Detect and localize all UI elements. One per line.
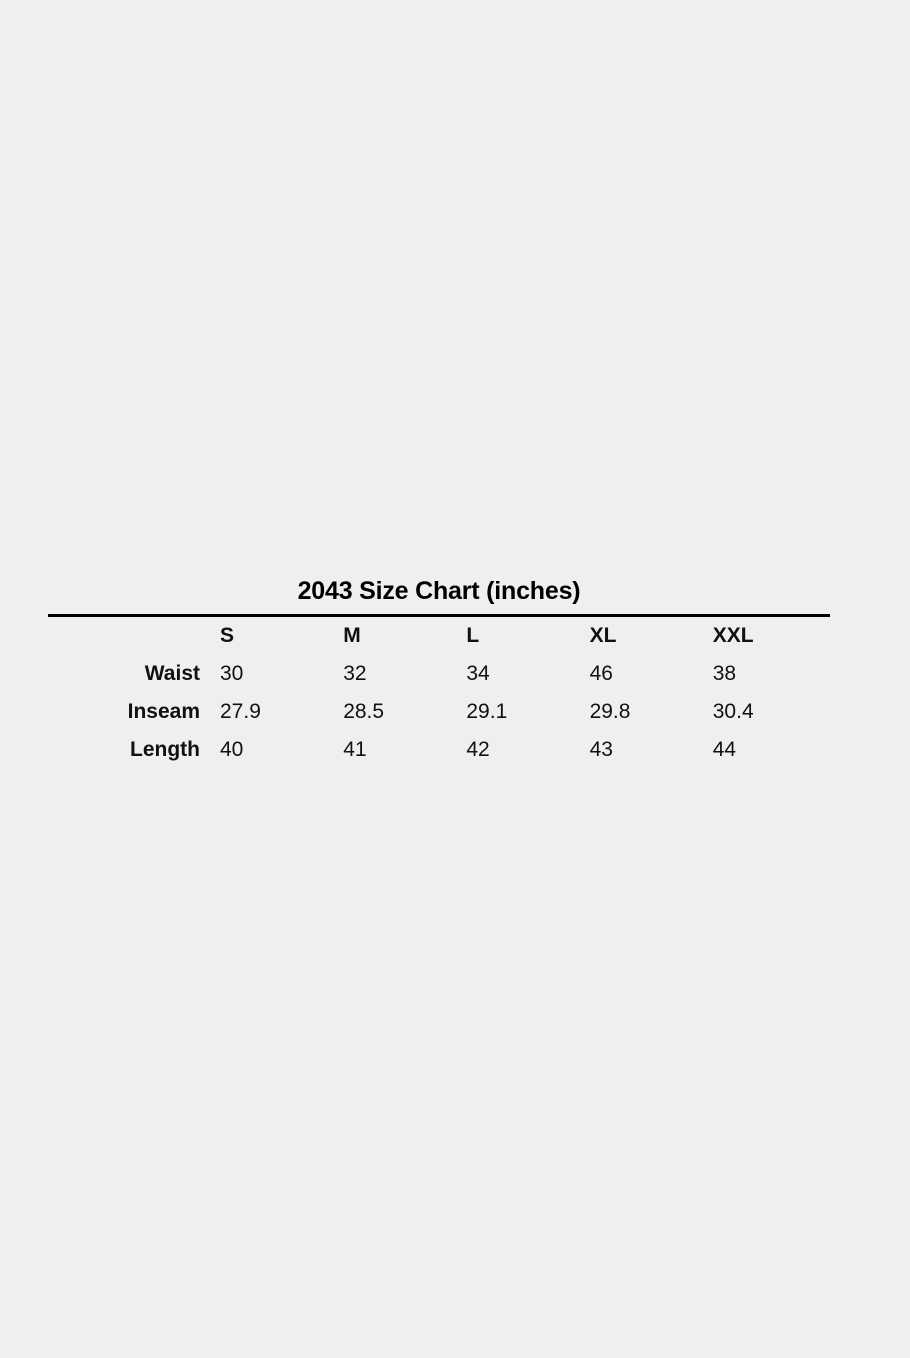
- page-title: 2043 Size Chart (inches): [297, 577, 581, 605]
- cell-length-l: 42: [466, 737, 490, 761]
- table-row: [48, 655, 830, 693]
- column-header-m: M: [343, 623, 361, 647]
- column-header-xl: XL: [589, 623, 617, 647]
- table-corner-cell: [48, 617, 214, 655]
- cell-length-m: 41: [343, 737, 367, 761]
- cell-length-xl: 43: [589, 737, 613, 761]
- cell-inseam-l: 29.1: [466, 699, 508, 723]
- cell-inseam-xxl: 30.4: [712, 699, 754, 723]
- size-chart-table: [48, 617, 830, 769]
- column-header-l: L: [466, 623, 480, 647]
- column-header-s: S: [220, 623, 235, 647]
- cell-length-xxl: 44: [712, 737, 737, 761]
- cell-inseam-m: 28.5: [343, 699, 385, 723]
- row-label-waist: Waist: [144, 661, 200, 685]
- cell-waist-l: 34: [466, 661, 490, 685]
- cell-inseam-s: 27.9: [220, 699, 261, 723]
- cell-waist-xl: 46: [589, 661, 613, 685]
- cell-waist-xxl: 38: [712, 661, 737, 685]
- table-header-row: [48, 617, 830, 655]
- cell-waist-s: 30: [220, 661, 244, 685]
- row-label-inseam: Inseam: [127, 699, 200, 723]
- cell-inseam-xl: 29.8: [589, 699, 631, 723]
- cell-length-s: 40: [220, 737, 244, 761]
- size-chart: [48, 578, 830, 769]
- table-row: [48, 731, 830, 769]
- table-row: [48, 693, 830, 731]
- cell-waist-m: 32: [343, 661, 367, 685]
- row-label-length: Length: [130, 737, 200, 761]
- column-header-xxl: XXL: [712, 623, 754, 647]
